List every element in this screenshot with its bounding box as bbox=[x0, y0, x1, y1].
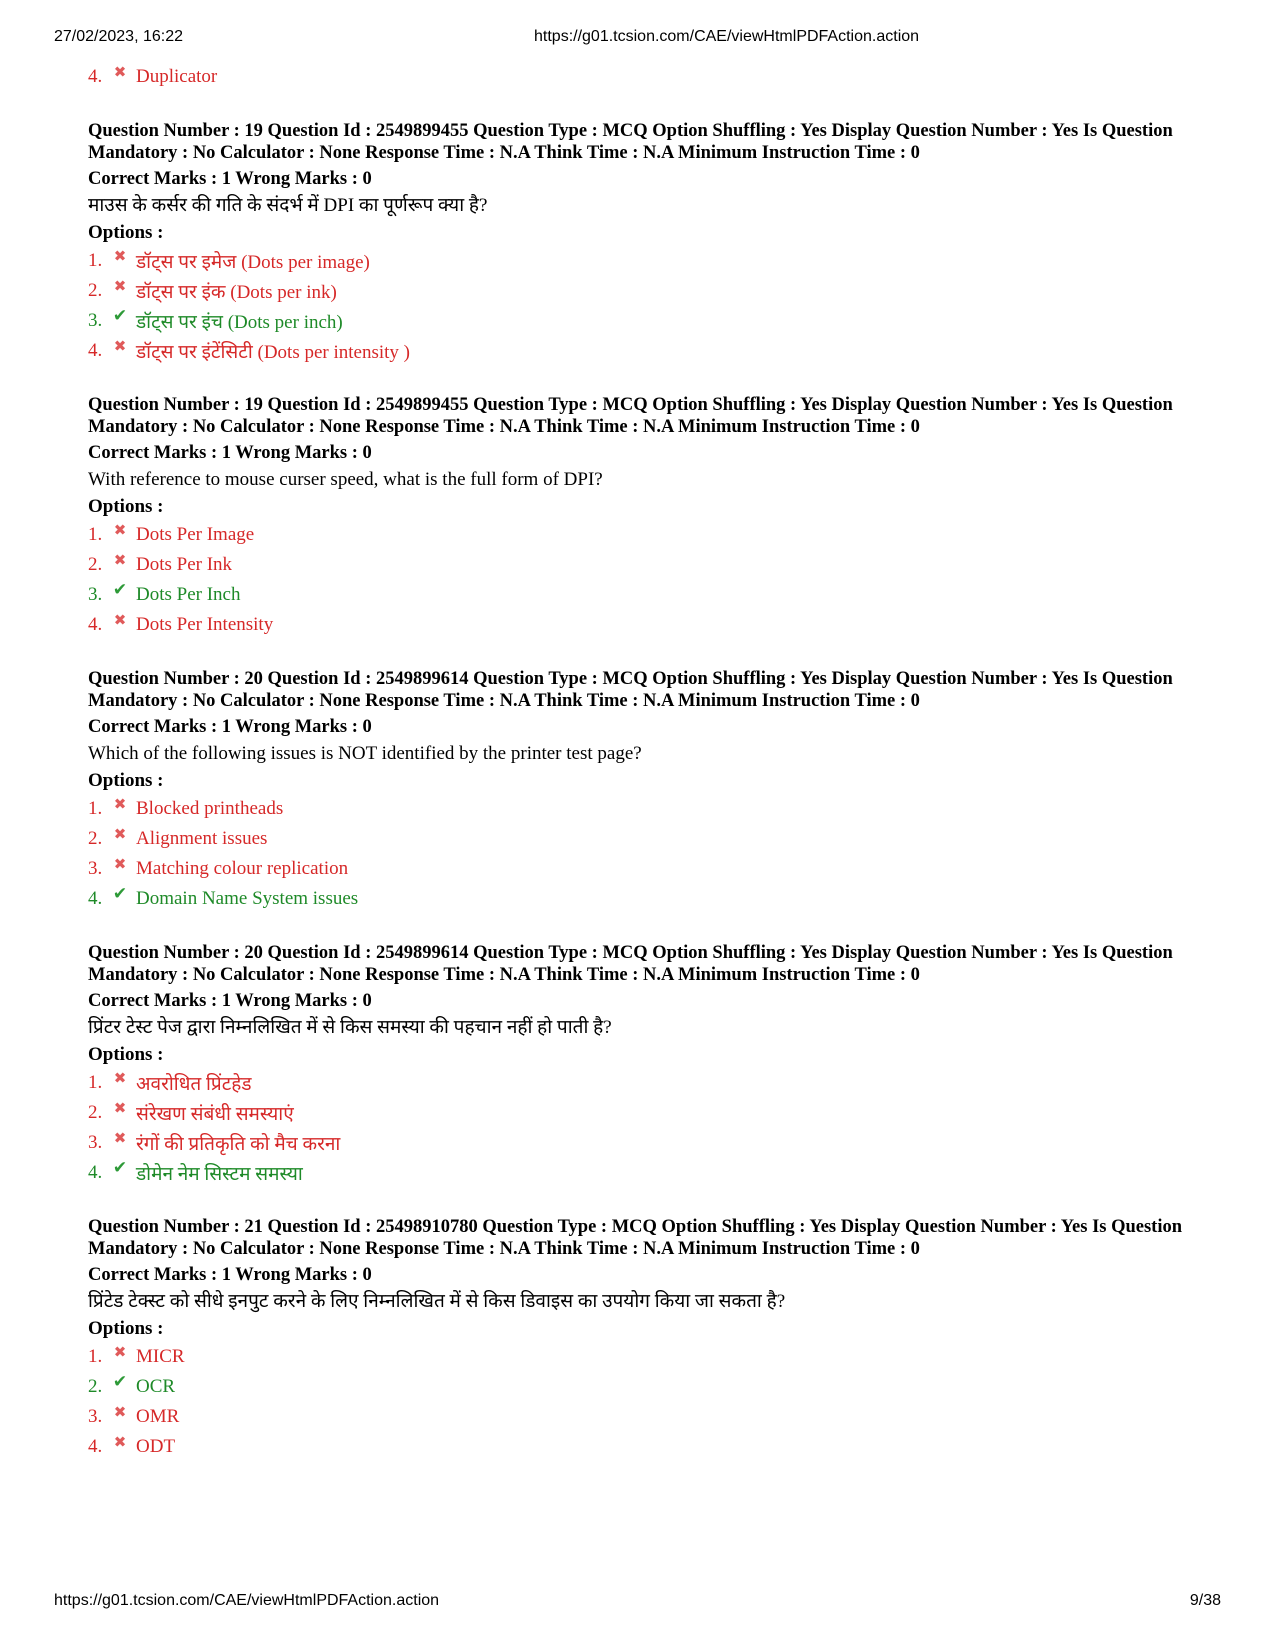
option-number: 2. bbox=[88, 554, 103, 575]
option-text: अवरोधित प्रिंटहेड bbox=[136, 1074, 252, 1095]
cross-mark-icon: ✖ bbox=[113, 63, 127, 81]
question-text: With reference to mouse curser speed, what is the full form of DPI? bbox=[88, 469, 603, 490]
cross-mark-icon: ✖ bbox=[113, 795, 127, 813]
option-text: Domain Name System issues bbox=[136, 888, 359, 909]
options-label: Options : bbox=[88, 770, 164, 791]
option-text: Duplicator bbox=[136, 66, 218, 87]
question-text: प्रिंटर टेस्ट पेज द्वारा निम्नलिखित में से किस समस्या की पहचान नहीं हो पाती है? bbox=[88, 1017, 612, 1038]
option-number: 1. bbox=[88, 1346, 103, 1367]
cross-mark-icon: ✖ bbox=[113, 1069, 127, 1087]
option-text: Dots Per Intensity bbox=[136, 614, 274, 635]
check-mark-icon: ✔ bbox=[112, 580, 128, 600]
question-meta: Question Number : 19 Question Id : 2549899455 Question Type : MCQ Option Shuffling : Yes Display Question Number : Yes Is Question Mandatory : No Calculator : None Response Time : N.A Think Time : N.A Minimum Instruction Time : 0 bbox=[88, 395, 1173, 437]
option-item bbox=[88, 520, 1208, 550]
option-number: 2. bbox=[88, 280, 103, 301]
option-number: 3. bbox=[88, 858, 103, 879]
print-header bbox=[54, 28, 1221, 52]
options-label: Options : bbox=[88, 1318, 164, 1339]
option-item bbox=[88, 1402, 1208, 1432]
option-number: 3. bbox=[88, 1406, 103, 1427]
option-item bbox=[88, 306, 1208, 336]
cross-mark-icon: ✖ bbox=[113, 337, 127, 355]
check-mark-icon: ✔ bbox=[112, 884, 128, 904]
option-item bbox=[88, 1098, 1208, 1128]
question-meta: Question Number : 19 Question Id : 2549899455 Question Type : MCQ Option Shuffling : Yes Display Question Number : Yes Is Question Mandatory : No Calculator : None Response Time : N.A Think Time : N.A Minimum Instruction Time : 0 bbox=[88, 121, 1173, 163]
cross-mark-icon: ✖ bbox=[113, 521, 127, 539]
question-block bbox=[88, 120, 1208, 366]
option-number: 4. bbox=[88, 340, 103, 361]
cross-mark-icon: ✖ bbox=[113, 277, 127, 295]
option-number: 4. bbox=[88, 888, 103, 909]
option-number: 3. bbox=[88, 310, 103, 331]
option-text: Dots Per Ink bbox=[136, 554, 233, 575]
option-item bbox=[88, 794, 1208, 824]
cross-mark-icon: ✖ bbox=[113, 855, 127, 873]
option-text: डॉट्स पर इमेज (Dots per image) bbox=[136, 252, 370, 273]
check-mark-icon: ✔ bbox=[112, 306, 128, 326]
option-text: OCR bbox=[136, 1376, 176, 1397]
option-number: 2. bbox=[88, 1376, 103, 1397]
option-text: डॉट्स पर इंक (Dots per ink) bbox=[136, 282, 337, 303]
option-text: MICR bbox=[136, 1346, 185, 1367]
option-item bbox=[88, 1128, 1208, 1158]
leading-option bbox=[88, 62, 1208, 92]
page-number: 9/38 bbox=[1189, 1592, 1221, 1609]
question-meta: Question Number : 20 Question Id : 2549899614 Question Type : MCQ Option Shuffling : Yes Display Question Number : Yes Is Question Mandatory : No Calculator : None Response Time : N.A Think Time : N.A Minimum Instruction Time : 0 bbox=[88, 943, 1173, 985]
question-block bbox=[88, 668, 1208, 914]
options-label: Options : bbox=[88, 1044, 164, 1065]
question-text: Which of the following issues is NOT identified by the printer test page? bbox=[88, 743, 642, 764]
question-text: माउस के कर्सर की गति के संदर्भ में DPI का पूर्णरूप क्या है? bbox=[88, 195, 488, 216]
option-number: 1. bbox=[88, 1072, 103, 1093]
option-text: Dots Per Inch bbox=[136, 584, 241, 605]
option-text: OMR bbox=[136, 1406, 180, 1427]
cross-mark-icon: ✖ bbox=[113, 1129, 127, 1147]
option-item bbox=[88, 1342, 1208, 1372]
option-item bbox=[88, 246, 1208, 276]
option-text: Blocked printheads bbox=[136, 798, 284, 819]
print-footer bbox=[54, 1592, 1221, 1616]
option-number: 2. bbox=[88, 828, 103, 849]
options-label: Options : bbox=[88, 496, 164, 517]
option-text: Alignment issues bbox=[136, 828, 268, 849]
option-number: 4. bbox=[88, 1436, 103, 1457]
check-mark-icon: ✔ bbox=[112, 1158, 128, 1178]
print-datetime: 27/02/2023, 16:22 bbox=[54, 28, 184, 45]
option-number: 3. bbox=[88, 584, 103, 605]
option-number: 2. bbox=[88, 1102, 103, 1123]
cross-mark-icon: ✖ bbox=[113, 1403, 127, 1421]
question-block bbox=[88, 394, 1208, 640]
question-marks: Correct Marks : 1 Wrong Marks : 0 bbox=[88, 991, 372, 1011]
option-item bbox=[88, 580, 1208, 610]
option-item bbox=[88, 1068, 1208, 1098]
option-text: संरेखण संबंधी समस्याएं bbox=[136, 1104, 294, 1125]
option-text: डॉट्स पर इंटेंसिटी (Dots per intensity ) bbox=[136, 342, 410, 363]
option-number: 4. bbox=[88, 66, 103, 87]
question-meta: Question Number : 21 Question Id : 25498910780 Question Type : MCQ Option Shuffling : Yes Display Question Number : Yes Is Question Mandatory : No Calculator : None Response Time : N.A Think Time : N.A Minimum Instruction Time : 0 bbox=[88, 1217, 1183, 1259]
question-block bbox=[88, 942, 1208, 1188]
check-mark-icon: ✔ bbox=[112, 1372, 128, 1392]
option-item bbox=[88, 1372, 1208, 1402]
option-text: डॉट्स पर इंच (Dots per inch) bbox=[136, 312, 343, 333]
option-text: ODT bbox=[136, 1436, 176, 1457]
option-item bbox=[88, 1432, 1208, 1462]
question-meta: Question Number : 20 Question Id : 2549899614 Question Type : MCQ Option Shuffling : Yes Display Question Number : Yes Is Question Mandatory : No Calculator : None Response Time : N.A Think Time : N.A Minimum Instruction Time : 0 bbox=[88, 669, 1173, 711]
question-marks: Correct Marks : 1 Wrong Marks : 0 bbox=[88, 1265, 372, 1285]
option-text: डोमेन नेम सिस्टम समस्या bbox=[136, 1164, 303, 1185]
question-text: प्रिंटेड टेक्स्ट को सीधे इनपुट करने के लिए निम्नलिखित में से किस डिवाइस का उपयोग किया जा सकता है? bbox=[88, 1291, 786, 1312]
option-item bbox=[88, 336, 1208, 366]
option-item bbox=[88, 610, 1208, 640]
option-number: 1. bbox=[88, 250, 103, 271]
option-number: 4. bbox=[88, 1162, 103, 1183]
question-marks: Correct Marks : 1 Wrong Marks : 0 bbox=[88, 717, 372, 737]
question-block bbox=[88, 1216, 1208, 1462]
question-marks: Correct Marks : 1 Wrong Marks : 0 bbox=[88, 443, 372, 463]
option-item bbox=[88, 854, 1208, 884]
option-text: रंगों की प्रतिकृति को मैच करना bbox=[136, 1134, 341, 1155]
option-item bbox=[88, 824, 1208, 854]
option-number: 4. bbox=[88, 614, 103, 635]
option-number: 1. bbox=[88, 524, 103, 545]
option-number: 1. bbox=[88, 798, 103, 819]
cross-mark-icon: ✖ bbox=[113, 611, 127, 629]
option-item bbox=[88, 276, 1208, 306]
option-item bbox=[88, 550, 1208, 580]
cross-mark-icon: ✖ bbox=[113, 1343, 127, 1361]
options-label: Options : bbox=[88, 222, 164, 243]
print-url: https://g01.tcsion.com/CAE/viewHtmlPDFAction.action bbox=[534, 28, 920, 45]
option-text: Matching colour replication bbox=[136, 858, 349, 879]
cross-mark-icon: ✖ bbox=[113, 825, 127, 843]
option-text: Dots Per Image bbox=[136, 524, 255, 545]
page-content bbox=[88, 62, 1208, 1462]
footer-url: https://g01.tcsion.com/CAE/viewHtmlPDFAction.action bbox=[54, 1592, 440, 1609]
cross-mark-icon: ✖ bbox=[113, 1433, 127, 1451]
cross-mark-icon: ✖ bbox=[113, 1099, 127, 1117]
option-item bbox=[88, 884, 1208, 914]
cross-mark-icon: ✖ bbox=[113, 247, 127, 265]
question-marks: Correct Marks : 1 Wrong Marks : 0 bbox=[88, 169, 372, 189]
option-item bbox=[88, 1158, 1208, 1188]
option-number: 3. bbox=[88, 1132, 103, 1153]
cross-mark-icon: ✖ bbox=[113, 551, 127, 569]
